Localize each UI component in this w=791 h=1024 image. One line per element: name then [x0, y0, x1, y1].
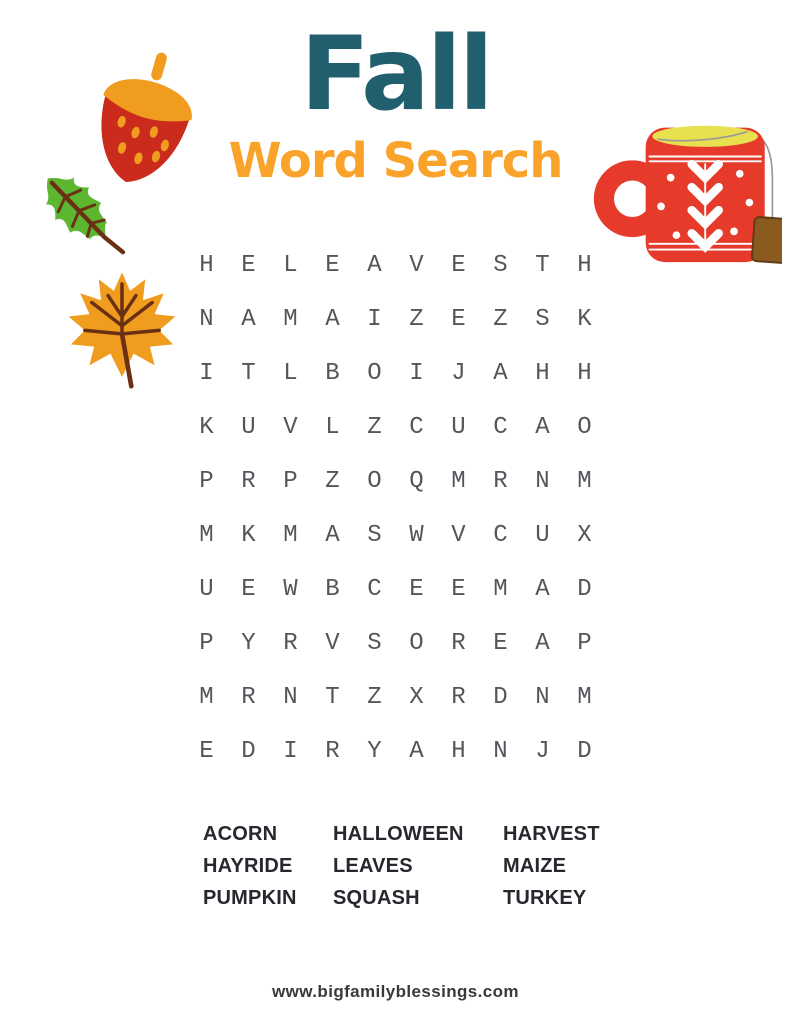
grid-letter-r5c6: Q	[409, 467, 424, 495]
grid-letter-r5c10: M	[577, 467, 592, 495]
grid-letter-r6c5: S	[367, 521, 382, 549]
grid-letter-r6c8: C	[493, 521, 508, 549]
grid-letter-r9c1: M	[199, 683, 214, 711]
grid-letter-r4c7: U	[451, 413, 466, 441]
grid-letter-r4c1: K	[199, 413, 214, 441]
grid-letter-r5c3: P	[283, 467, 298, 495]
grid-letter-r7c10: D	[577, 575, 592, 603]
grid-letter-r6c4: A	[325, 521, 340, 549]
grid-letter-r2c7: E	[451, 305, 466, 333]
grid-letter-r5c8: R	[493, 467, 508, 495]
grid-letter-r6c10: X	[577, 521, 592, 549]
grid-letter-r1c8: S	[493, 251, 508, 279]
grid-letter-r3c2: T	[241, 359, 256, 387]
word-item: HALLOWEEN	[333, 823, 464, 845]
grid-letter-r5c7: M	[451, 467, 466, 495]
grid-letter-r2c1: N	[199, 305, 214, 333]
grid-letter-r10c5: Y	[367, 737, 382, 765]
grid-letter-r7c3: W	[283, 575, 298, 603]
word-item: HARVEST	[503, 823, 600, 845]
grid-letter-r4c9: A	[535, 413, 550, 441]
page-title: Fall	[300, 15, 491, 134]
grid-letter-r3c6: I	[409, 359, 424, 387]
grid-letter-r1c5: A	[367, 251, 382, 279]
grid-letter-r4c8: C	[493, 413, 508, 441]
grid-letter-r9c4: T	[325, 683, 340, 711]
grid-letter-r4c10: O	[577, 413, 592, 441]
grid-letter-r5c9: N	[535, 467, 550, 495]
grid-letter-r9c10: M	[577, 683, 592, 711]
word-item: HAYRIDE	[203, 855, 293, 877]
grid-letter-r7c5: C	[367, 575, 382, 603]
grid-letter-r7c1: U	[199, 575, 214, 603]
grid-letter-r7c9: A	[535, 575, 550, 603]
word-item: SQUASH	[333, 887, 420, 909]
grid-letter-r8c6: O	[409, 629, 424, 657]
word-list-column	[333, 818, 503, 914]
grid-letter-r8c4: V	[325, 629, 340, 657]
grid-letter-r10c7: H	[451, 737, 466, 765]
grid-letter-r9c3: N	[283, 683, 298, 711]
grid-letter-r10c4: R	[325, 737, 340, 765]
grid-letter-r9c5: Z	[367, 683, 382, 711]
grid-letter-r2c3: M	[283, 305, 298, 333]
grid-letter-r10c10: D	[577, 737, 592, 765]
grid-letter-r6c2: K	[241, 521, 256, 549]
grid-letter-r3c7: J	[451, 359, 466, 387]
grid-letter-r5c5: O	[367, 467, 382, 495]
grid-letter-r10c6: A	[409, 737, 424, 765]
word-list-column	[503, 818, 633, 914]
grid-letter-r7c4: B	[325, 575, 340, 603]
grid-letter-r2c6: Z	[409, 305, 424, 333]
grid-letter-r9c9: N	[535, 683, 550, 711]
grid-letter-r2c2: A	[241, 305, 256, 333]
grid-letter-r6c6: W	[409, 521, 424, 549]
grid-letter-r8c10: P	[577, 629, 592, 657]
grid-letter-r10c2: D	[241, 737, 256, 765]
grid-letter-r1c9: T	[535, 251, 550, 279]
grid-letter-r9c2: R	[241, 683, 256, 711]
grid-letter-r1c4: E	[325, 251, 340, 279]
word-item: ACORN	[203, 823, 278, 845]
grid-letter-r1c2: E	[241, 251, 256, 279]
grid-letter-r1c7: E	[451, 251, 466, 279]
grid-letter-r4c4: L	[325, 413, 340, 441]
grid-letter-r10c9: J	[535, 737, 550, 765]
grid-letter-r10c1: E	[199, 737, 214, 765]
grid-letter-r3c8: A	[493, 359, 508, 387]
word-item: MAIZE	[503, 855, 567, 877]
grid-letter-r3c9: H	[535, 359, 550, 387]
word-list-column	[203, 818, 333, 914]
grid-letter-r5c2: R	[241, 467, 256, 495]
grid-letter-r4c2: U	[241, 413, 256, 441]
grid-letter-r7c8: M	[493, 575, 508, 603]
grid-letter-r3c5: O	[367, 359, 382, 387]
word-list	[203, 818, 633, 914]
grid-letter-r8c8: E	[493, 629, 508, 657]
page-subtitle: Word Search	[228, 133, 563, 189]
grid-letter-r4c5: Z	[367, 413, 382, 441]
grid-letter-r8c3: R	[283, 629, 298, 657]
grid-letter-r1c10: H	[577, 251, 592, 279]
grid-letter-r3c3: L	[283, 359, 298, 387]
footer-url: www.bigfamilyblessings.com	[272, 982, 519, 1001]
grid-letter-r8c2: Y	[241, 629, 256, 657]
grid-letter-r7c2: E	[241, 575, 256, 603]
tea-mug-icon	[590, 100, 782, 284]
grid-letter-r1c6: V	[409, 251, 424, 279]
grid-letter-r6c1: M	[199, 521, 214, 549]
grid-letter-r7c6: E	[409, 575, 424, 603]
grid-letter-r9c6: X	[409, 683, 424, 711]
maple-leaf-icon	[58, 270, 186, 392]
grid-letter-r10c8: N	[493, 737, 508, 765]
grid-letter-r4c3: V	[283, 413, 298, 441]
grid-letter-r1c3: L	[283, 251, 298, 279]
grid-letter-r3c1: I	[199, 359, 214, 387]
grid-letter-r2c8: Z	[493, 305, 508, 333]
grid-letter-r8c1: P	[199, 629, 214, 657]
grid-letter-r8c5: S	[367, 629, 382, 657]
grid-letter-r2c9: S	[535, 305, 550, 333]
grid-letter-r10c3: I	[283, 737, 298, 765]
word-item: TURKEY	[503, 887, 587, 909]
grid-letter-r3c10: H	[577, 359, 592, 387]
letter-grid	[186, 238, 606, 778]
grid-letter-r2c10: K	[577, 305, 592, 333]
grid-letter-r7c7: E	[451, 575, 466, 603]
word-item: LEAVES	[333, 855, 413, 877]
grid-letter-r2c5: I	[367, 305, 382, 333]
grid-letter-r6c3: M	[283, 521, 298, 549]
grid-letter-r1c1: H	[199, 251, 214, 279]
grid-letter-r8c9: A	[535, 629, 550, 657]
grid-letter-r6c7: V	[451, 521, 466, 549]
grid-letter-r9c7: R	[451, 683, 466, 711]
grid-letter-r8c7: R	[451, 629, 466, 657]
grid-letter-r3c4: B	[325, 359, 340, 387]
grid-letter-r5c1: P	[199, 467, 214, 495]
word-item: PUMPKIN	[203, 887, 297, 909]
grid-letter-r5c4: Z	[325, 467, 340, 495]
grid-letter-r2c4: A	[325, 305, 340, 333]
grid-letter-r9c8: D	[493, 683, 508, 711]
grid-letter-r4c6: C	[409, 413, 424, 441]
grid-letter-r6c9: U	[535, 521, 550, 549]
